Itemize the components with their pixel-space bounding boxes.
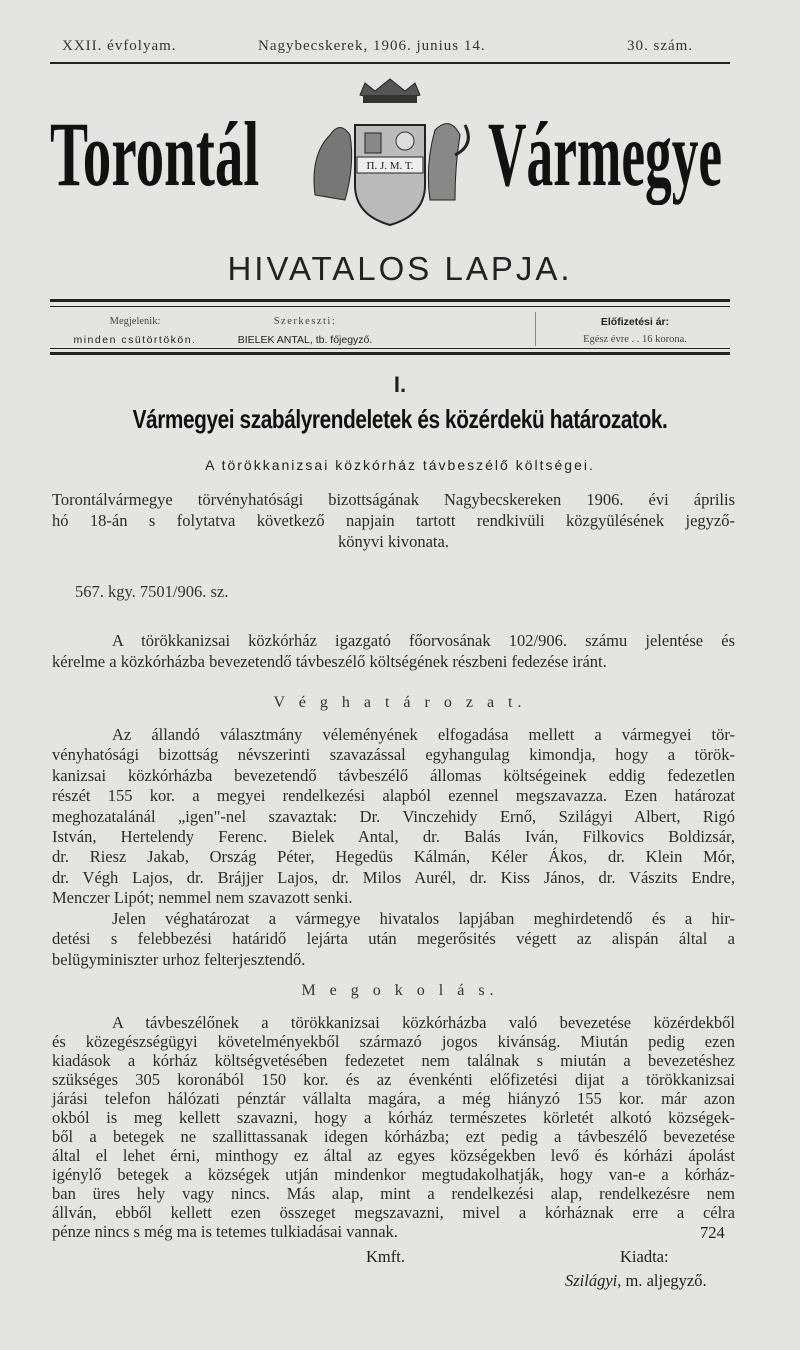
divider <box>50 62 730 64</box>
text-line: kérelme a közkórházba bevezetendő távbeszélő költségének részbeni fedezése iránt. <box>52 652 607 671</box>
text-line: igénylő betegek a községek utján mindenkor megtudakolhatják, hogy van-e a kórház- <box>52 1165 735 1184</box>
appears-value: minden csütörtökön. <box>73 334 197 346</box>
text-line: vényhatósági bizottság névszerinti szavazással egyhangulag kimondja, hogy a török- <box>52 745 735 765</box>
info-appears <box>50 313 220 349</box>
text-line: belügyminiszter urhoz felterjesztendő. <box>52 949 306 969</box>
text-line: dr. Riesz Jakab, Ország Péter, Hegedüs Kálmán, Kéler Ákos, dr. Klein Mór, <box>52 847 735 867</box>
text-line: kiadások a kórház költségvetésében fedezetet nem találnak s miután a bevezetéshez <box>52 1051 735 1070</box>
text-line: járási telefon hálózati pénztár vállalta magára, a még hiányzó 155 kor. már azon <box>52 1089 735 1108</box>
text-line: ban üres hely vagy nincs. Más alap, mint a rendelkezési alap, rendelkezésre nem <box>52 1184 735 1203</box>
text-line: Az állandó választmány véleményének elfogadása mellett a vármegyei tör- <box>112 725 735 744</box>
price-label: Előfizetési ár: <box>600 316 670 328</box>
publication-paragraph <box>52 909 735 970</box>
info-price <box>540 313 730 349</box>
text-line: kanizsai közkórházba bevezetendő távbeszélő állomas költségeinek eddig fedezetlen <box>52 765 735 785</box>
text-line: dr. Végh Lajos, dr. Brájjer Lajos, dr. Milos Aurél, dr. Kiss János, dr. Vászits Endre, <box>52 867 735 887</box>
text-line: pénze nincs s még ma is tetemes tulkiadásai vannak. <box>52 1222 398 1241</box>
emblem-text: П. J. M. T. <box>366 160 414 172</box>
signer-title: , m. aljegyző. <box>617 1271 707 1290</box>
kmft-label: Kmft. <box>366 1247 405 1266</box>
reasoning-heading: M e g o k o l á s. <box>301 982 499 999</box>
reference-number: 567. kgy. 7501/906. sz. <box>75 582 229 601</box>
text-line: A törökkanizsai közkórház igazgató főorvosának 102/906. számu jelentése és <box>112 631 735 650</box>
text-line: és közegészségügyi követelményekből származó jogos kivánság. Miután pedig ezen <box>52 1032 735 1051</box>
editor-value: BIELEK ANTAL, tb. főjegyző. <box>237 334 373 346</box>
text-line: meghozatalánál „igen"-nel szavaztak: Dr. Vinczehidy Ernő, Szilágyi Albert, Rigó <box>52 806 735 826</box>
text-line: Jelen véghatározat a vármegye hivatalos lapjában meghirdetendő és a hir- <box>112 909 735 928</box>
column-divider <box>535 312 536 346</box>
section-headline: Vármegyei szabályrendeletek és közérdekü határozatok. <box>132 404 668 434</box>
text-line: által el lehet érni, minthogy ez által az egyes községekben levő és kórházi ápolást <box>52 1146 735 1165</box>
subtitle: HIVATALOS LAPJA. <box>227 250 573 287</box>
text-line: állván, ebből kellett ezen összeget megszavazni, mivel a kórháznak erre a célra <box>52 1203 735 1222</box>
divider <box>50 348 730 349</box>
title-left: Torontál <box>50 103 260 205</box>
price-value: Egész évre . . 16 korona. <box>583 334 687 345</box>
appears-label: Megjelenik: <box>109 316 161 327</box>
info-editor <box>215 313 395 349</box>
text-line: könyvi kivonata. <box>338 532 449 551</box>
divider <box>50 306 730 307</box>
decision-paragraph <box>52 725 735 909</box>
intro-paragraph <box>52 489 735 552</box>
editor-label: Szerkeszti: <box>273 316 337 327</box>
decision-heading: V é g h a t á r o z a t. <box>273 694 527 711</box>
text-line: István, Hertelendy Ferenc. Bielek Antal, dr. Balás Iván, Filkovics Boldizsár, <box>52 827 735 847</box>
item-number: 724 <box>700 1223 725 1242</box>
text-line: hó 18-án s folytatva következő napjain tartott rendkivüli közgyülésének jegyző- <box>52 511 735 530</box>
issue-number: 30. szám. <box>627 38 694 54</box>
article-subheading: A törökkanizsai közkórház távbeszélő költségei. <box>205 457 595 473</box>
signature <box>565 1271 707 1291</box>
text-line: detési s felebbezési határidő lejárta után megerősités végett az alispán által a <box>52 929 735 949</box>
place-date: Nagybecskerek, 1906. junius 14. <box>258 38 486 54</box>
text-line: A távbeszélőnek a törökkanizsai közkórházba való bevezetése közérdekből <box>112 1013 735 1032</box>
request-paragraph <box>52 630 735 672</box>
divider <box>50 352 730 355</box>
coat-of-arms-emblem <box>305 75 475 240</box>
text-line: Menczer Lipót; nemmel nem szavazott senki. <box>52 888 353 908</box>
divider <box>50 299 730 302</box>
signer-name: Szilágyi <box>565 1271 618 1290</box>
title-right: Vármegye <box>488 103 723 205</box>
text-line: okból is meg kellett szavazni, hogy a kórház természetes körletét alkotó községek- <box>52 1108 735 1127</box>
text-line: Torontálvármegye törvényhatósági bizottságának Nagybecskereken 1906. évi április <box>52 490 735 509</box>
reasoning-paragraph <box>52 1013 735 1241</box>
volume-label: XXII. évfolyam. <box>62 38 177 54</box>
text-line: ből a betegek ne szallittassanak idegen kórházba; ezt pedig a távbeszélő bevezetése <box>52 1127 735 1146</box>
issued-label: Kiadta: <box>620 1247 669 1266</box>
text-line: szükséges 305 koronából 150 kor. és az évenkénti előfizetési dijat a törökkanizsai <box>52 1070 735 1089</box>
text-line: részét 155 kor. a megyei rendelkezési alapból ezennel megszavazza. Ezen határozat <box>52 786 735 806</box>
section-number: I. <box>393 372 407 397</box>
